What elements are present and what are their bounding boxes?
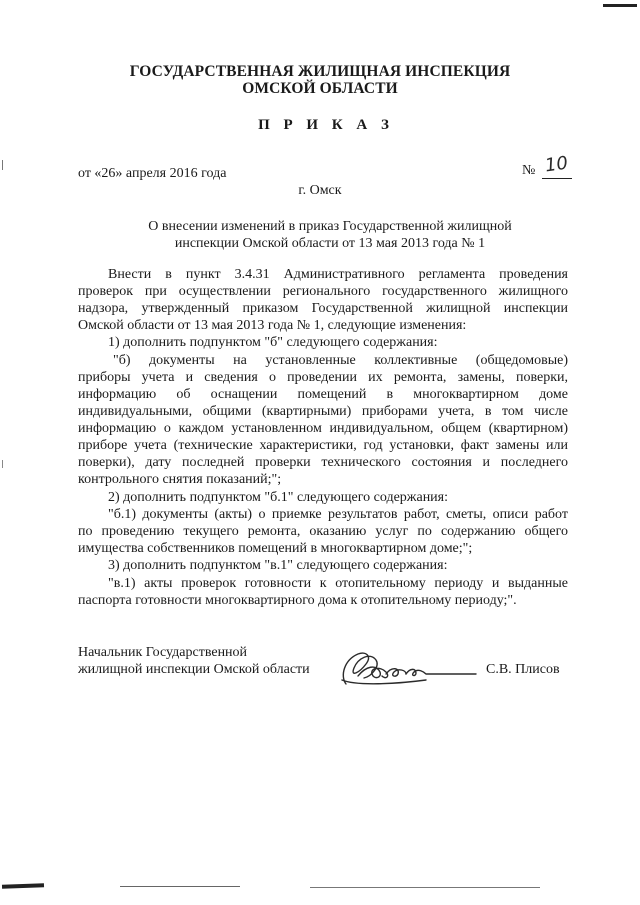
body-line: Внести в пункт 3.4.31 Административного регламента проведения [108, 267, 568, 282]
body-line: 2) дополнить подпунктом "б.1" следующего содержания: [108, 490, 449, 505]
signatory-name: С.В. Плисов [486, 662, 560, 677]
body-line: "б) документы на установленные коллективные (общедомовые) [113, 353, 568, 368]
body-line: 1) дополнить подпунктом "б" следующего содержания: [108, 335, 438, 350]
body-line: "б.1) документы (акты) о приемке результатов работ, сметы, описи работ [108, 507, 568, 522]
number-label: № [522, 163, 536, 178]
scan-artifact-left-edge-2 [2, 460, 3, 468]
number-handwritten: 10 [543, 152, 570, 177]
scan-artifact-bottom-left [2, 883, 44, 888]
scan-artifact-bottom-dash [120, 886, 240, 887]
org-title-line1: ГОСУДАРСТВЕННАЯ ЖИЛИЩНАЯ ИНСПЕКЦИЯ [129, 63, 511, 80]
document-number [522, 152, 572, 179]
handwritten-signature [336, 646, 486, 690]
body-line: приборе учета (технические характеристики, год установки, факт замены или [78, 438, 568, 453]
subject-line-1: О внесении изменений в приказ Государственной жилищной [148, 219, 512, 234]
body-line: по проведению текущего ремонта, оказанию услуг по содержанию общего [78, 524, 568, 539]
body-line: информацию об оснащении помещений в многоквартирном доме [78, 387, 568, 402]
body-line: 3) дополнить подпунктом "в.1" следующего содержания: [108, 558, 448, 573]
signatory-position-line2: жилищной инспекции Омской области [78, 662, 310, 677]
body-line: поверки), дату последней проверки технического состояния и последнего [78, 455, 568, 470]
body-line: паспорта готовности многоквартирного дома к отопительному периоду;". [78, 593, 517, 608]
scan-artifact-left-edge [2, 160, 3, 170]
document-type-title: П Р И К А З [258, 117, 394, 133]
scan-artifact-top-right [603, 4, 637, 7]
body-line: контрольного снятия показаний;"; [78, 472, 282, 487]
body-line: надзора, утвержденный приказом Государственной жилищной инспекции [78, 301, 568, 316]
city: г. Омск [298, 183, 342, 198]
org-title-line2: ОМСКОЙ ОБЛАСТИ [242, 80, 398, 97]
body-line: "в.1) акты проверок готовности к отопительному периоду и выданные [108, 576, 568, 591]
document-date: от «26» апреля 2016 года [78, 166, 227, 181]
body-line: проверок при осуществлении регионального государственного жилищного [78, 284, 568, 299]
body-line: приборы учета и сведения о проведении их ремонта, замены, поверки, [78, 370, 568, 385]
signatory-position-line1: Начальник Государственной [78, 645, 248, 660]
body-line: имущества собственников помещений в многоквартирном доме;"; [78, 541, 473, 556]
number-underline [542, 152, 572, 179]
body-line: индивидуальными, общими (квартирными) приборами учета, в том числе [78, 404, 568, 419]
scan-artifact-bottom-dash-2 [310, 887, 540, 888]
body-line: Омской области от 13 мая 2013 года № 1, следующие изменения: [78, 318, 467, 333]
body-line: информацию о каждом установленном индивидуальном, общем (квартирном) [78, 421, 568, 436]
subject-line-2: инспекции Омской области от 13 мая 2013 года № 1 [174, 236, 486, 251]
